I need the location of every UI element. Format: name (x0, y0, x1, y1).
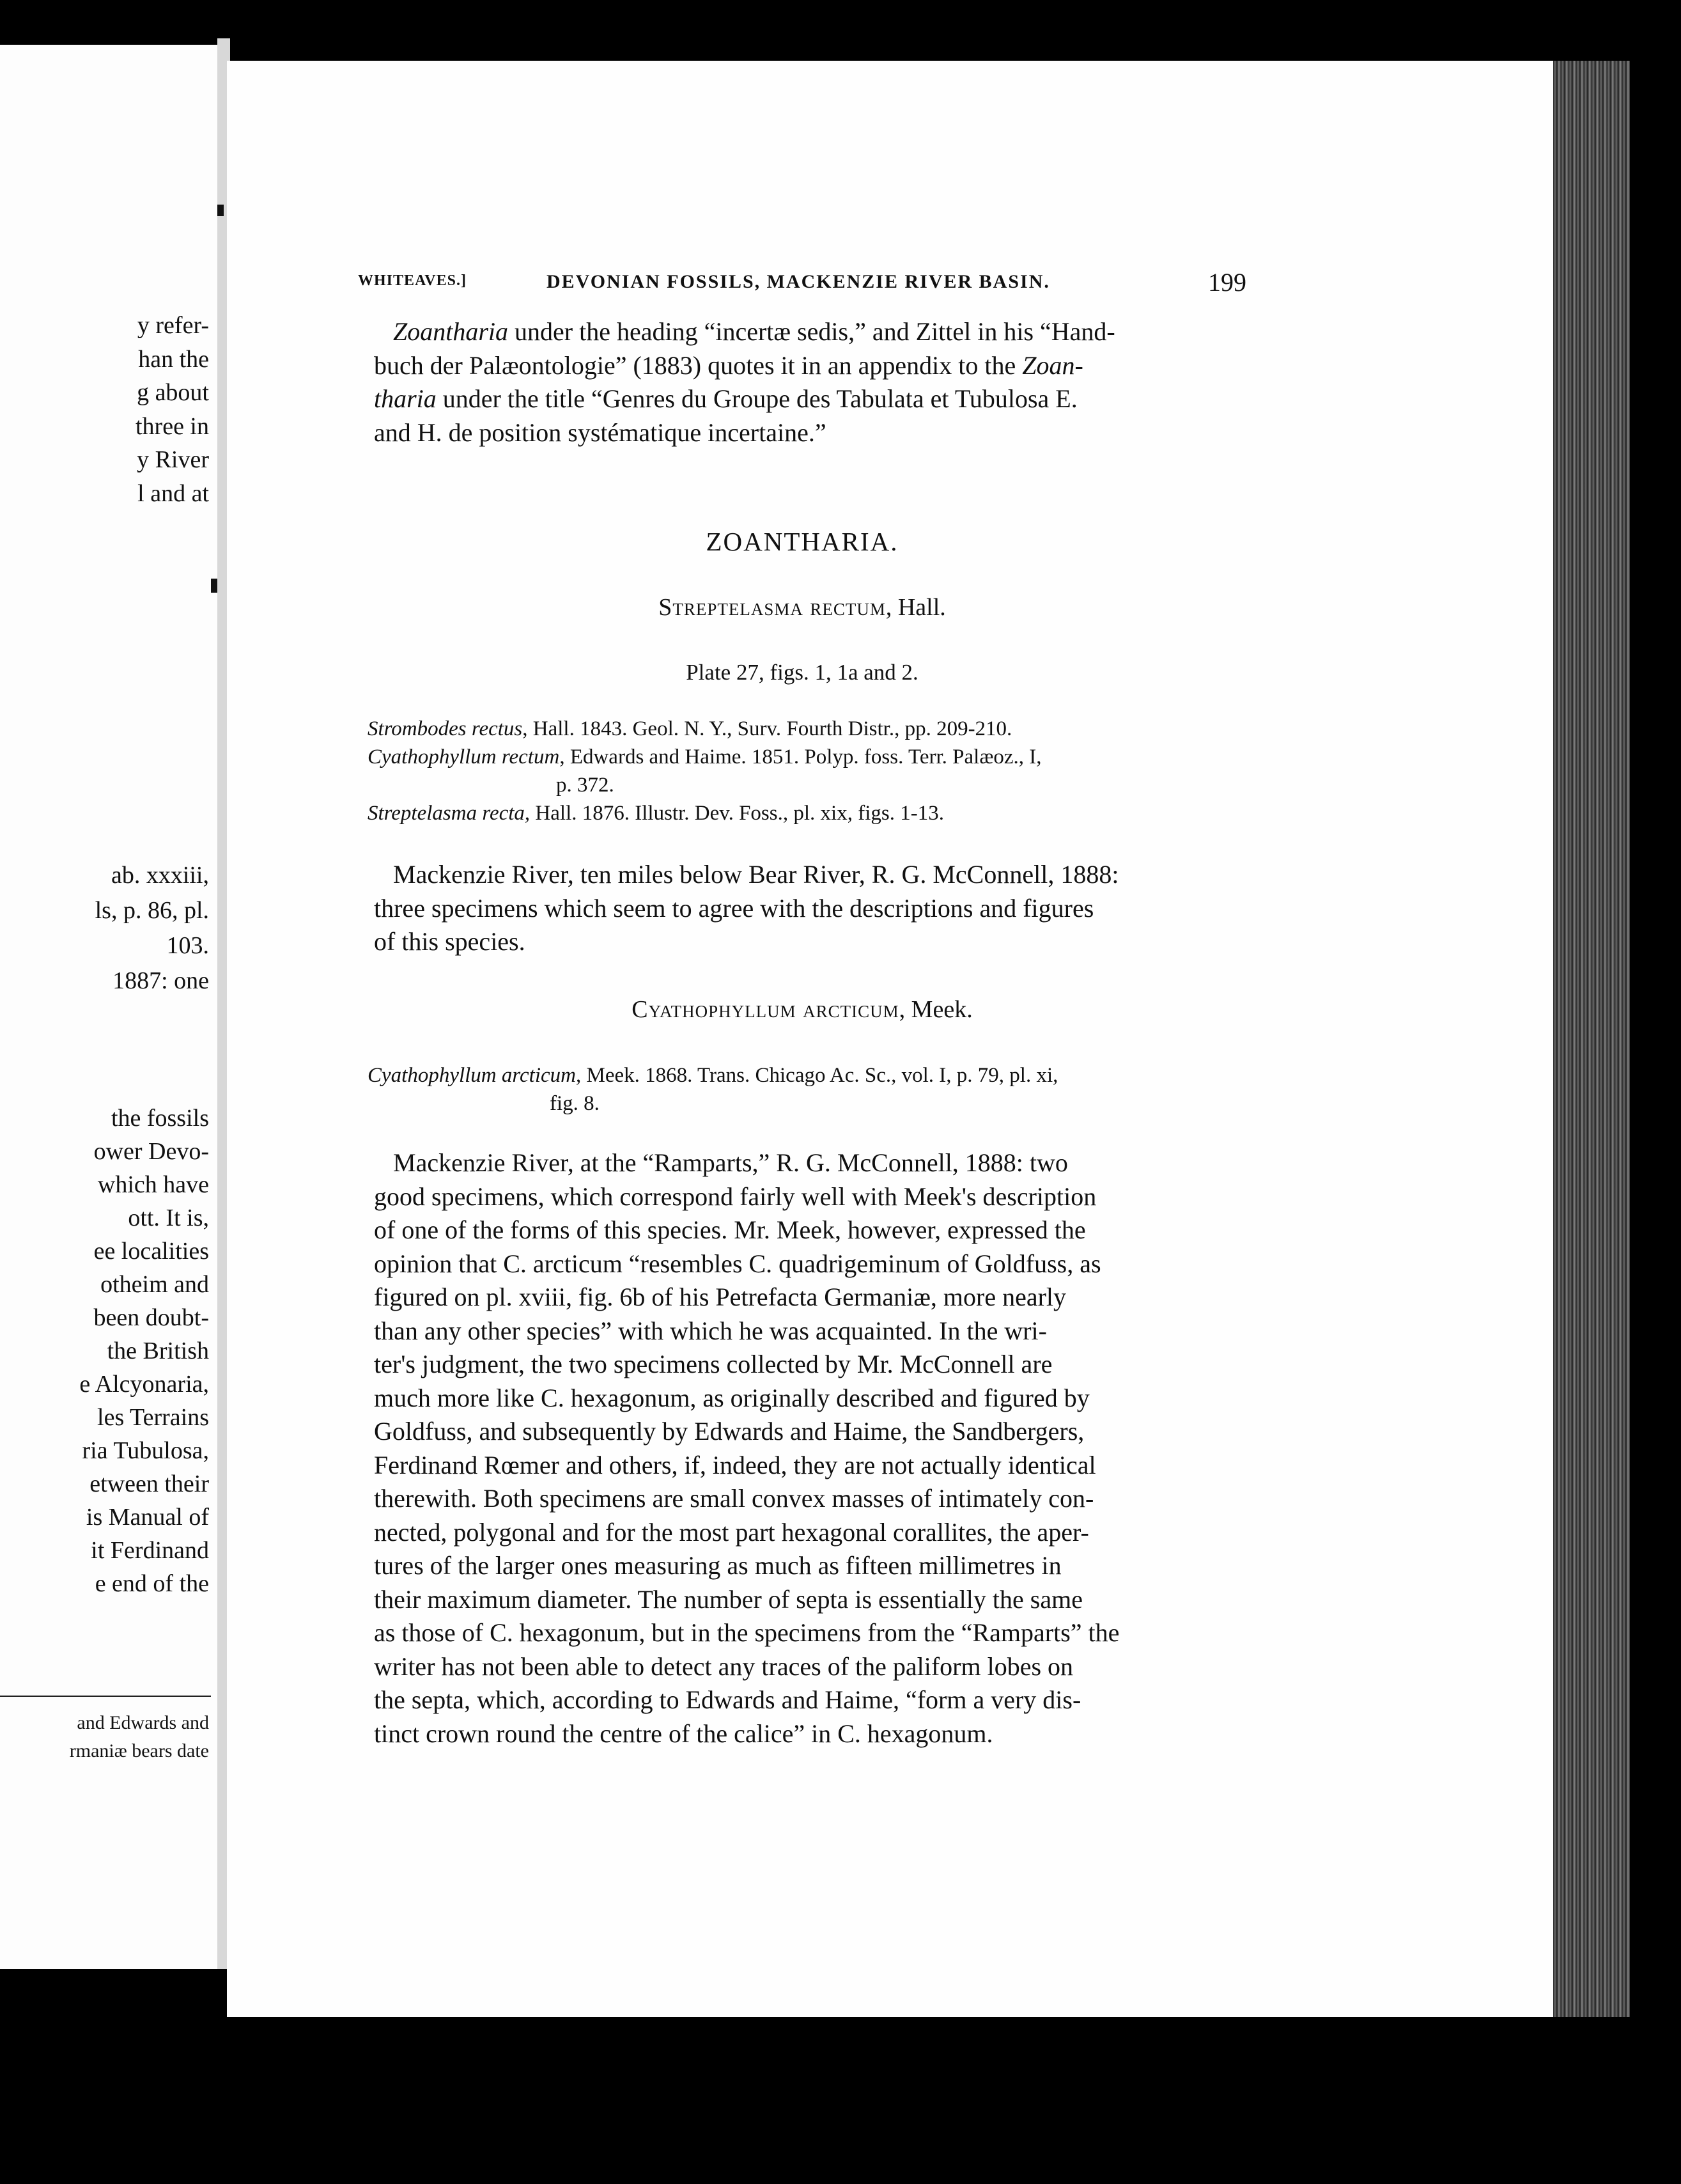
facing-page-line: which have (97, 1171, 209, 1198)
text-line (368, 799, 1237, 827)
facing-page-fragment (0, 45, 221, 1969)
text-line: therewith. Both specimens are small convex masses of intimately con- (374, 1484, 1094, 1513)
facing-page-line: three in (135, 412, 209, 440)
text-line (374, 382, 1224, 416)
facing-page-line: han the (138, 345, 209, 373)
synonymy-list-1 (368, 715, 1237, 827)
text-line: tinct crown round the centre of the calice” in C. hexagonum. (374, 1719, 993, 1748)
facing-page-line: ab. xxxiii, (111, 862, 209, 889)
text-line: much more like C. hexagonum, as originally described and figured by (374, 1383, 1090, 1412)
line-text: , Edwards and Haime. 1851. Polyp. foss. Terr. Palæoz., I, (559, 745, 1042, 768)
species1-paragraph (374, 858, 1224, 959)
binding-mark (217, 205, 224, 216)
italic-term: Zoantharia (393, 317, 509, 346)
text-line (368, 743, 1237, 771)
text-line (374, 315, 1224, 349)
italic-term: Streptelasma recta (368, 802, 525, 825)
species-name: Cyathophyllum arcticum (631, 996, 899, 1023)
text-line: writer has not been able to detect any traces of the paliform lobes on (374, 1651, 1074, 1681)
synonymy-list-2 (368, 1061, 1237, 1118)
species-name: Streptelasma rectum (658, 594, 886, 621)
facing-page-line: ower Devo- (93, 1138, 209, 1165)
text-line: figured on pl. xviii, fig. 6b of his Petrefacta Germaniæ, more nearly (374, 1283, 1067, 1311)
plate-reference: Plate 27, figs. 1, 1a and 2. (686, 660, 918, 685)
facing-page-line: the British (107, 1338, 209, 1364)
facing-page-line: y refer- (137, 312, 209, 339)
facing-page-line: l and at (137, 480, 209, 507)
text-line: than any other species” with which he was acquainted. In the wri- (374, 1316, 1047, 1345)
text-line: as those of C. hexagonum, but in the specimens from the “Ramparts” the (374, 1618, 1120, 1647)
footnote-rule (0, 1696, 211, 1697)
text-line: Mackenzie River, ten miles below Bear River, R. G. McConnell, 1888: (393, 860, 1119, 889)
text-line: opinion that C. arcticum “resembles C. quadrigeminum of Goldfuss, as (374, 1249, 1101, 1278)
text-line: nected, polygonal and for the most part hexagonal corallites, the aper- (374, 1517, 1089, 1547)
facing-page-line: etween their (89, 1470, 209, 1497)
facing-page-line: ee localities (93, 1238, 209, 1265)
text-line: of one of the forms of this species. Mr. Meek, however, expressed the (374, 1215, 1086, 1244)
italic-term: Strombodes rectus (368, 717, 523, 740)
facing-page-line: ls, p. 86, pl. (95, 897, 209, 924)
text-line: Goldfuss, and subsequently by Edwards and Haime, the Sandbergers, (374, 1417, 1085, 1446)
facing-page-line: been doubt- (93, 1304, 209, 1331)
text-line (374, 416, 1224, 450)
text-line: the septa, which, according to Edwards and Haime, “form a very dis- (374, 1685, 1081, 1714)
page-number: 199 (1208, 268, 1246, 297)
facing-page-line: e Alcyonaria, (79, 1371, 209, 1398)
facing-page-line: g about (137, 379, 209, 406)
text-line: Mackenzie River, at the “Ramparts,” R. G. McConnell, 1888: two (393, 1148, 1068, 1177)
text-line (368, 771, 1237, 799)
facing-page-line: otheim and (100, 1271, 209, 1298)
continuation-text: fig. 8. (550, 1092, 600, 1115)
line-text: under the title “Genres du Groupe des Tabulata et Tubulosa E. (436, 384, 1078, 413)
page-edges (1553, 61, 1630, 2017)
facing-page-line: ria Tubulosa, (82, 1437, 209, 1464)
header-title: DEVONIAN FOSSILS, MACKENZIE RIVER BASIN. (546, 271, 1050, 292)
text-line (374, 349, 1224, 383)
text-line: their maximum diameter. The number of septa is essentially the same (374, 1584, 1083, 1614)
line-text: , Meek. 1868. Trans. Chicago Ac. Sc., vol. I, p. 79, pl. xi, (575, 1064, 1058, 1087)
text-line: tures of the larger ones measuring as much as fifteen millimetres in (374, 1551, 1062, 1580)
facing-page-line: is Manual of (86, 1504, 209, 1531)
line-text: and H. de position systématique incertaine.” (374, 417, 826, 447)
facing-page-line: les Terrains (97, 1404, 209, 1431)
species-heading-streptelasma (358, 593, 1246, 621)
facing-page-line: 103. (166, 932, 209, 959)
running-header (358, 267, 1246, 299)
facing-page-line: y River (137, 446, 209, 473)
italic-term: Zoan- (1022, 350, 1083, 380)
italic-term: tharia (374, 384, 437, 413)
text-line: of this species. (374, 927, 525, 956)
facing-page-line: e end of the (95, 1570, 209, 1597)
text-line: three specimens which seem to agree with the descriptions and figures (374, 893, 1094, 923)
italic-term: Cyathophyllum rectum (368, 745, 560, 768)
facing-page-line: the fossils (111, 1105, 209, 1132)
facing-page-line: and Edwards and (77, 1712, 209, 1733)
facing-page-line: 1887: one (112, 967, 209, 994)
continuation-text: p. 372. (556, 774, 614, 797)
text-line: good specimens, which correspond fairly well with Meek's description (374, 1182, 1097, 1211)
species-author: , Meek. (899, 996, 973, 1023)
line-text: buch der Palæontologie” (1883) quotes it in an appendix to the (374, 350, 1023, 380)
species2-paragraph (374, 1146, 1224, 1751)
binding-mark (211, 579, 217, 593)
line-text: , Hall. 1843. Geol. N. Y., Surv. Fourth Distr., pp. 209-210. (522, 717, 1012, 740)
text-line (368, 1089, 1237, 1118)
section-title: ZOANTHARIA. (706, 527, 899, 556)
text-line: Ferdinand Rœmer and others, if, indeed, they are not actually identical (374, 1450, 1096, 1479)
intro-paragraph (374, 315, 1224, 449)
species-author: , Hall. (885, 594, 946, 621)
text-line (368, 1061, 1237, 1089)
facing-page-line: ott. It is, (128, 1205, 209, 1231)
line-text: , Hall. 1876. Illustr. Dev. Foss., pl. xix, figs. 1-13. (524, 802, 944, 825)
facing-page-line: rmaniæ bears date (69, 1740, 209, 1761)
line-text: under the heading “incertæ sedis,” and Zittel in his “Hand- (508, 317, 1115, 346)
text-line: ter's judgment, the two specimens collected by Mr. McConnell are (374, 1350, 1053, 1378)
species-heading-cyathophyllum (358, 995, 1246, 1024)
header-author: WHITEAVES.] (358, 272, 467, 289)
text-line (368, 715, 1237, 743)
italic-term: Cyathophyllum arcticum (368, 1064, 576, 1087)
facing-page-line: it Ferdinand (91, 1537, 209, 1564)
